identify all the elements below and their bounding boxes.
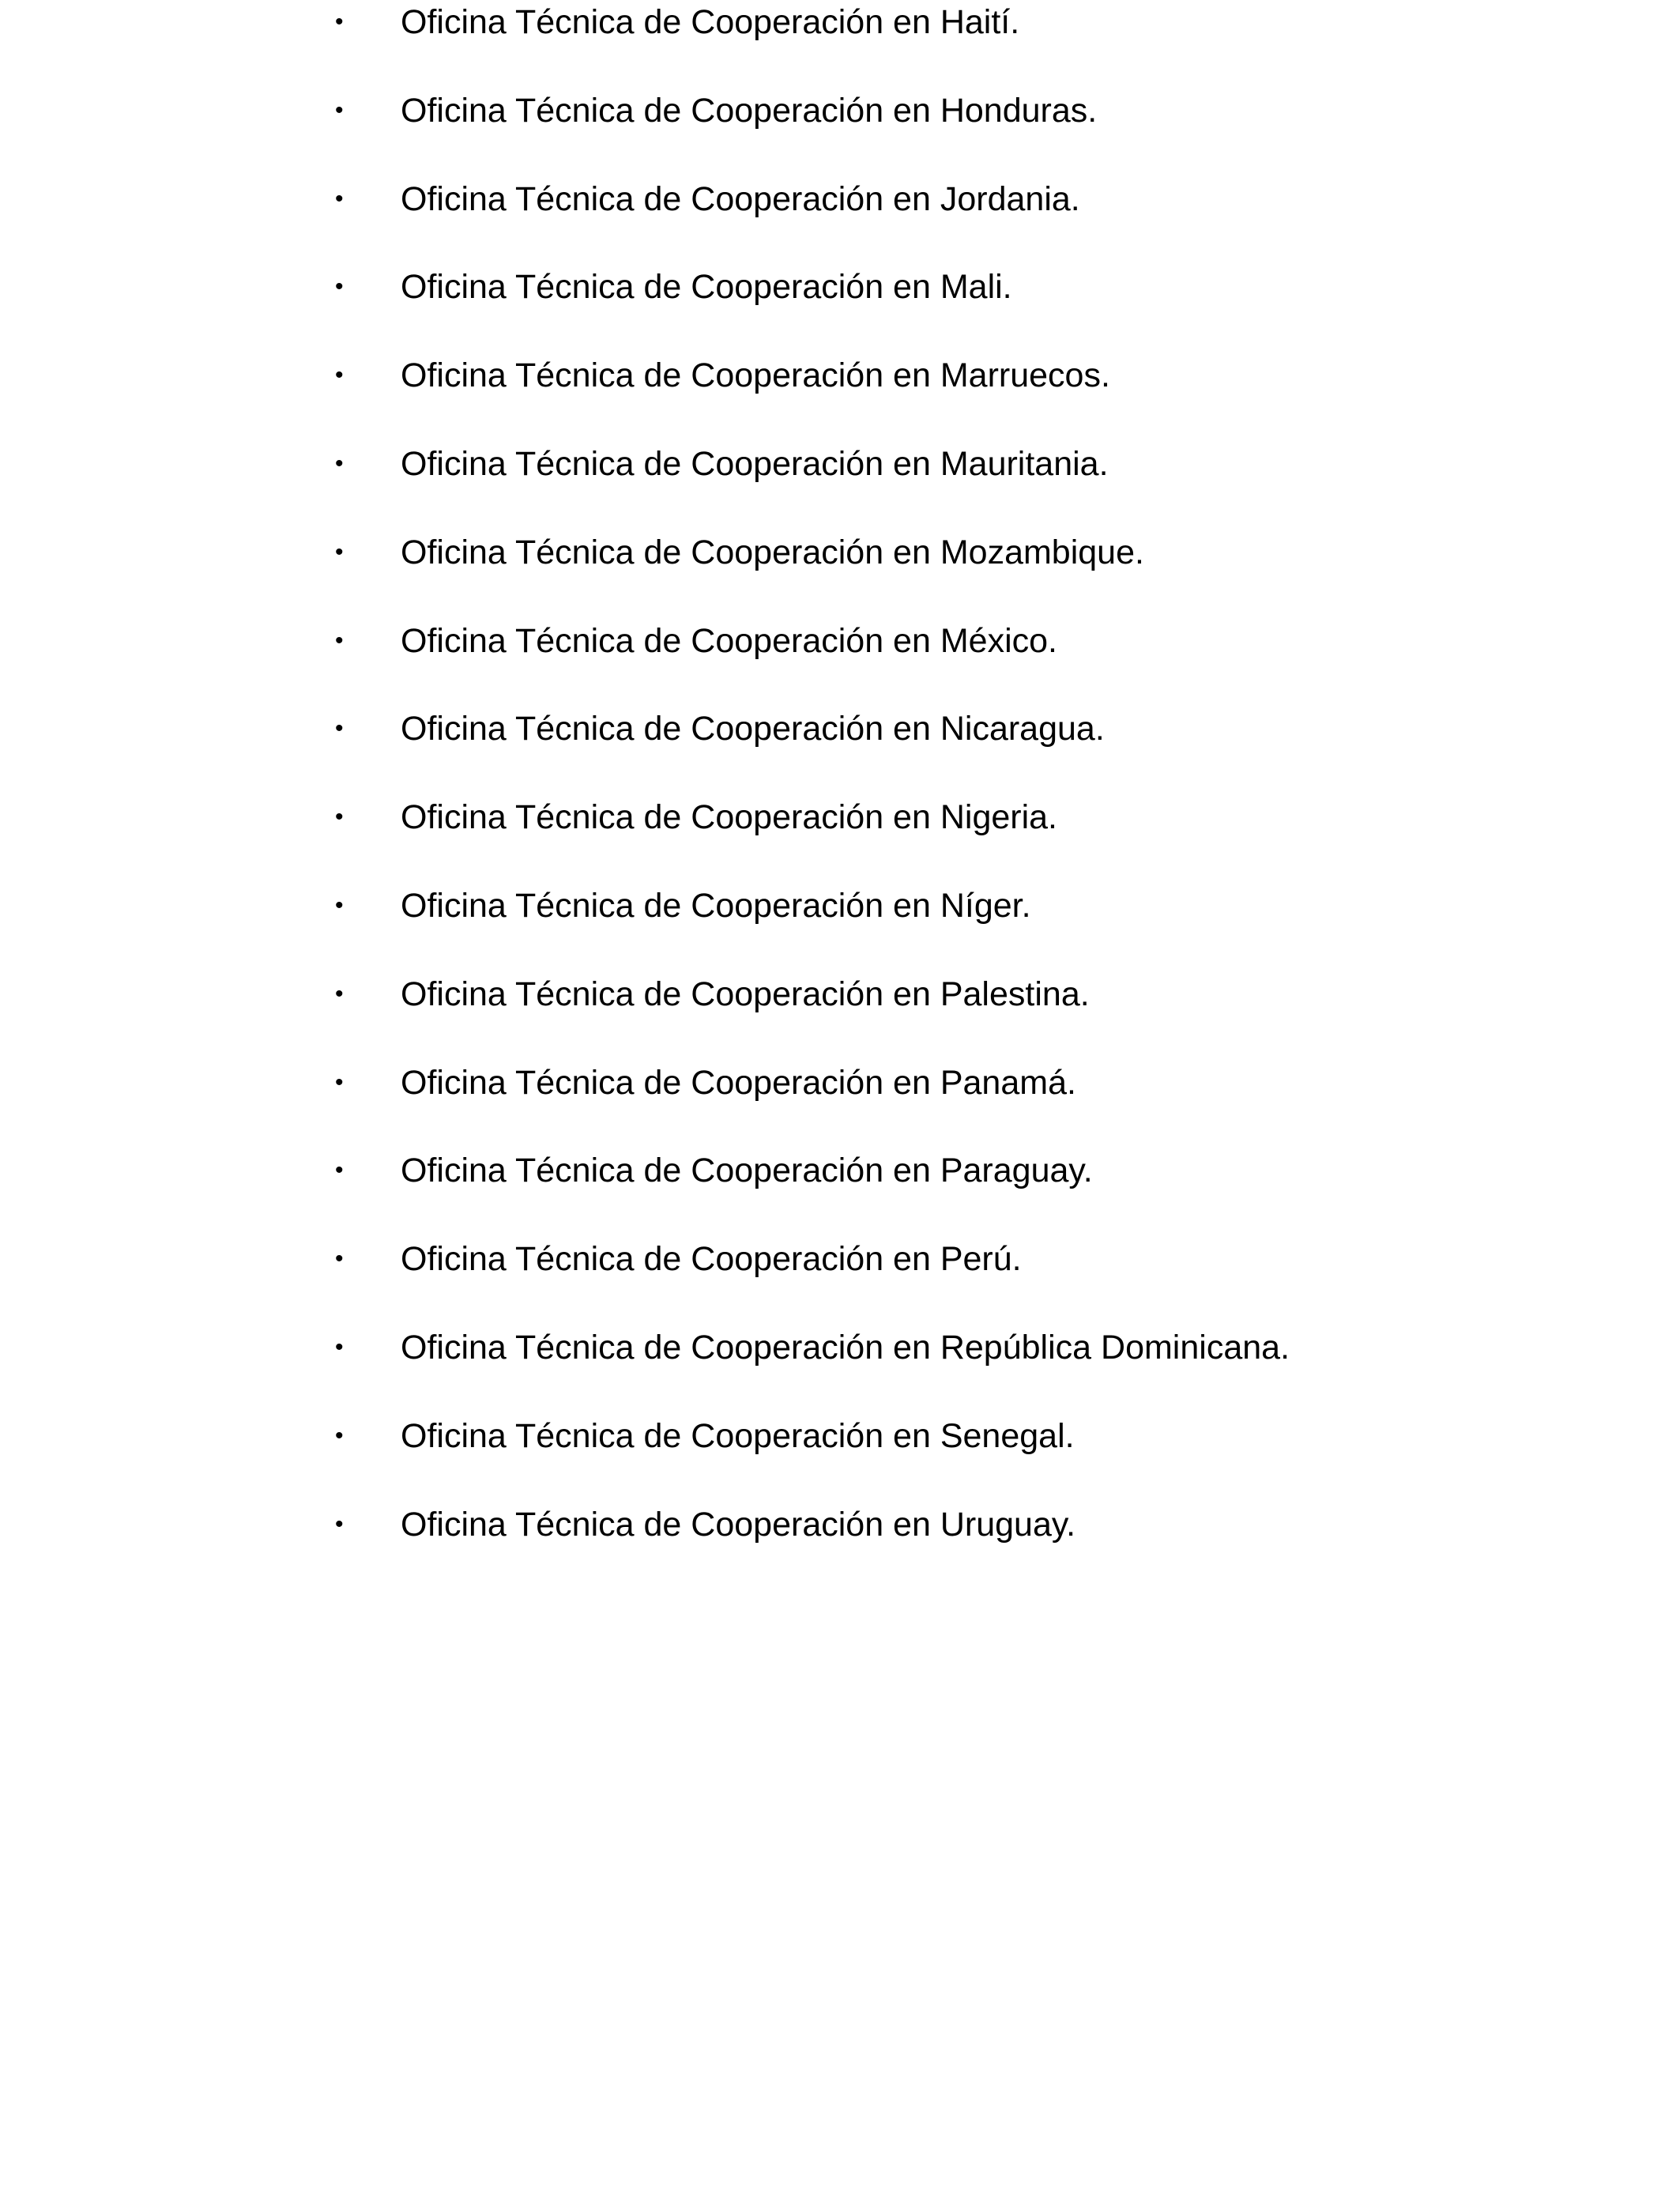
list-item [0,707,1680,762]
list-item-text: Oficina Técnica de Cooperación en Níger. [401,887,1031,925]
list-item-text: Oficina Técnica de Cooperación en Jordania. [401,180,1080,218]
list-item [0,1325,1680,1381]
list-item-text: Oficina Técnica de Cooperación en Palestina. [401,975,1090,1013]
bullet-icon: • [335,9,344,35]
list-item-text: Oficina Técnica de Cooperación en Perú. [401,1240,1022,1278]
list-item [0,1414,1680,1469]
list-item [0,353,1680,409]
list-item-text: Oficina Técnica de Cooperación en Panamá. [401,1064,1076,1102]
list-item-text: Oficina Técnica de Cooperación en Marruecos. [401,356,1110,394]
bullet-icon: • [335,1157,344,1183]
list-item [0,530,1680,586]
list-item [0,177,1680,232]
bullet-icon: • [335,450,344,477]
bullet-icon: • [335,97,344,123]
list-item [0,0,1680,55]
list-item-text: Oficina Técnica de Cooperación en México. [401,622,1057,660]
list-item [0,89,1680,144]
bullet-icon: • [335,981,344,1007]
bullet-icon: • [335,1511,344,1537]
list-item [0,1237,1680,1292]
list-item [0,972,1680,1027]
list-item-text: Oficina Técnica de Cooperación en Nicaragua. [401,710,1105,748]
bullet-icon: • [335,1069,344,1095]
list-item [0,265,1680,320]
list-item-text: Oficina Técnica de Cooperación en Mozambique. [401,533,1144,571]
bullet-icon: • [335,892,344,918]
bullet-icon: • [335,539,344,565]
bullet-icon: • [335,1423,344,1449]
bullet-icon: • [335,1334,344,1360]
list-item-text: Oficina Técnica de Cooperación en Senegal. [401,1417,1075,1455]
list-item-text: Oficina Técnica de Cooperación en Uruguay. [401,1506,1076,1544]
list-item-text: Oficina Técnica de Cooperación en Nigeria. [401,798,1058,836]
bullet-icon: • [335,362,344,388]
list-item-text: Oficina Técnica de Cooperación en Mauritania. [401,445,1109,483]
list-item [0,1148,1680,1204]
list-item [0,1502,1680,1558]
bullet-icon: • [335,186,344,212]
list-item-text: Oficina Técnica de Cooperación en Haití. [401,3,1020,41]
list-item-text: Oficina Técnica de Cooperación en Honduras. [401,92,1098,130]
list-item [0,619,1680,674]
bullet-icon: • [335,715,344,741]
list-item-text: Oficina Técnica de Cooperación en Mali. [401,268,1012,306]
list-item-text: Oficina Técnica de Cooperación en República Dominicana. [401,1329,1290,1367]
bullet-icon: • [335,628,344,654]
list-item [0,884,1680,939]
bullet-icon: • [335,804,344,830]
list-item [0,442,1680,497]
list-item [0,1061,1680,1116]
list-item [0,795,1680,850]
bullet-icon: • [335,1246,344,1272]
list-item-text: Oficina Técnica de Cooperación en Paraguay. [401,1152,1093,1189]
bullet-icon: • [335,273,344,300]
